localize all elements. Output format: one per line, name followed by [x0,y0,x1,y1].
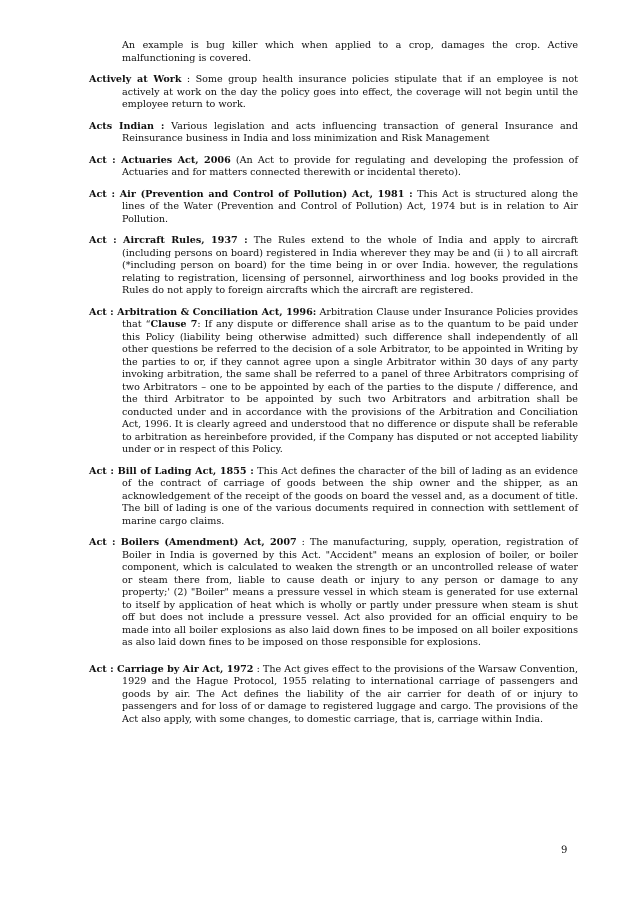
entry-term: Act : Air (Prevention and Control of Pollution) Act, 1981 : [89,188,413,200]
entry-body: An example is bug killer which when applied to a crop, damages the crop. Active malfunctioning is covered. [122,40,578,64]
entry-bill-of-lading-act [89,466,578,529]
entry-air-pollution-act [89,189,578,227]
entry-acts-indian [89,121,578,146]
entry-clause-label: Clause 7 [150,319,198,330]
entry-term: Actively at Work [89,74,182,85]
entry-body: This Act is structured along the lines of the Water (Prevention and Control of Pollution) Act, 1974 but is in relation to Air Pollution. [122,188,578,225]
entry-term: Act : Actuaries Act, 2006 [89,154,231,166]
entry-body: : The Act gives effect to the provisions of the Warsaw Convention, 1929 and the Hague Protocol, 1955 relating to international carriage of passengers and goods by air. The Act defines the liability of the air carrier for death of or injury to passengers and for loss of or damage to registered luggage and cargo. The provisions of the Act also apply, with some changes, to domestic carriage, that is, carriage within India. [122,663,578,725]
entry-continuation [89,40,578,65]
entry-carriage-by-air-act [89,664,578,727]
entry-body: This Act defines the character of the bill of lading as an evidence of the contract of carriage of goods between the ship owner and the shipper, as an acknowledgement of the receipt of the goods on board the vessel and, as a document of title. The bill of lading is one of the various documents required in connection with settlement of marine cargo claims. [122,465,578,527]
entry-term: Act : Aircraft Rules, 1937 : [89,235,248,246]
entry-actively-at-work [89,74,578,112]
entry-term: Act : Bill of Lading Act, 1855 : [89,465,254,477]
entry-aircraft-rules [89,235,578,298]
entry-term: Act : Boilers (Amendment) Act, 2007 [89,537,297,548]
entry-term: Act : Arbitration & Conciliation Act, 1996: [89,306,317,318]
page-number: 9 [561,845,568,856]
document-page [89,40,578,735]
entry-body: : The manufacturing, supply, operation, registration of Boiler in India is governed by this Act. "Accident" means an explosion of boiler, or boiler component, which is calculated to weaken the strength or an uncontrolled release of water or steam there from, liable to cause death or injury to any person or damage to any property;' (2) "Boiler" means a pressure vessel in which steam is generated for use external to itself by application of heat which is wholly or partly under pressure when steam is shut off but does not include a pressure vessel. Act also provided for an official enquiry to be made into all boiler explosions as also laid down fines to be imposed on all boiler expositions as also laid down fines to be imposed on those responsible for explosions. [122,537,578,648]
entry-term: Acts Indian : [89,120,165,132]
entry-boilers-act [89,537,578,650]
entry-body: : Some group health insurance policies stipulate that if an employee is not actively at work on the day the policy goes into effect, the coverage will not begin until the employee return to work. [122,74,578,110]
entry-body: The Rules extend to the whole of India and apply to aircraft (including persons on board) registered in India wherever they may be and (ii ) to all aircraft (*including person on board) for the time being in or over India. however, the regulations relating to registration, licensing of personnel, airworthiness and log books provided in the Rules do not apply to foreign aircrafts which the aircraft are registered. [122,235,578,296]
entry-arbitration-act [89,307,578,457]
entry-body: (An Act to provide for regulating and developing the profession of Actuaries and for matters connected therewith or incidental thereto). [122,154,578,178]
entry-body: : If any dispute or difference shall arise as to the quantum to be paid under this Policy (liability being otherwise admitted) such difference shall independently of all other questions be referred to the decision of a sole Arbitrator, to be appointed in Writing by the parties to or, if they cannot agree upon a single Arbitrator within 30 days of any party invoking arbitration, the same shall be referred to a panel of three Arbitrators comprising of two Arbitrators – one to be appointed by each of the parties to the dispute / difference, and the third Arbitrator to be appointed by such two Arbitrators and arbitration shall be conducted under and in accordance with the provisions of the Arbitration and Conciliation Act, 1996. It is clearly agreed and understood that no difference or dispute shall be referable to arbitration as hereinbefore provided, if the Company has disputed or not accepted liability under or in respect of this Policy. [122,319,578,455]
entry-body: Various legislation and acts influencing transaction of general Insurance and Reinsurance business in India and loss minimization and Risk Management [122,120,578,144]
entry-actuaries-act [89,155,578,180]
entry-term: Act : Carriage by Air Act, 1972 [89,663,254,675]
entry-body-intro: Arbitration Clause under Insurance Policies provides that “ [122,306,578,330]
